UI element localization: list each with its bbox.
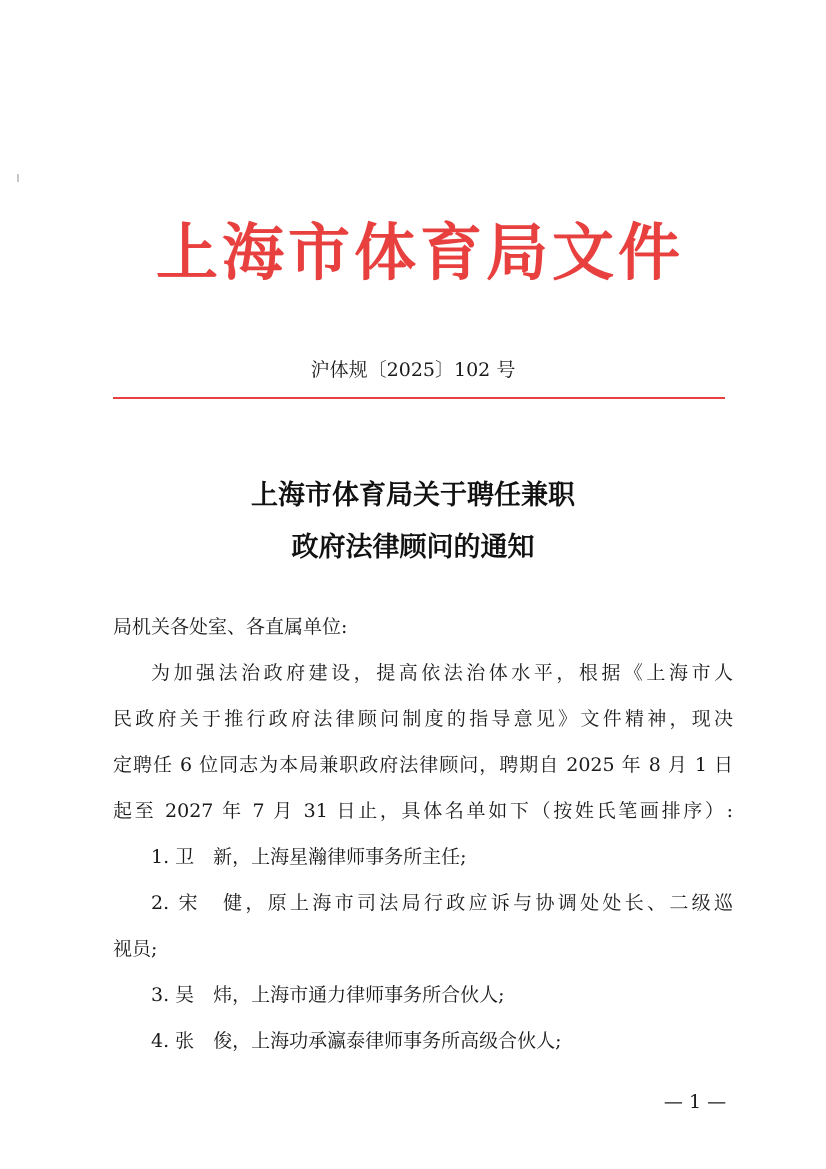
paragraph-line: 为加强法治政府建设，提高依法治体水平，根据《上海市人: [151, 662, 733, 684]
list-item: 2. 宋 健，原上海市司法局行政应诉与协调处处长、二级巡: [151, 892, 733, 914]
paragraph-line: 起至 2027 年 7 月 31 日止，具体名单如下（按姓氏笔画排序）:: [113, 800, 733, 822]
list-item-continuation: 视员;: [113, 938, 158, 960]
document-title: [0, 470, 826, 574]
list-item: 4. 张 俊，上海功承瀛泰律师事务所高级合伙人;: [151, 1030, 562, 1052]
document-number: 沪体规〔2025〕102 号: [310, 359, 516, 381]
list-item: 3. 吴 炜，上海市通力律师事务所合伙人;: [151, 984, 505, 1006]
document-body: [113, 604, 733, 1064]
page-number: — 1 —: [663, 1091, 727, 1113]
paragraph-line: 民政府关于推行政府法律顾问制度的指导意见》文件精神，现决: [113, 708, 733, 730]
scan-mark: [17, 174, 19, 182]
paragraph-line: 定聘任 6 位同志为本局兼职政府法律顾问，聘期自 2025 年 8 月 1 日: [113, 754, 733, 776]
masthead: 上海市体育局文件: [155, 216, 684, 289]
salutation: 局机关各处室、各直属单位:: [113, 616, 348, 638]
list-item: 1. 卫 新，上海星瀚律师事务所主任;: [151, 846, 467, 868]
red-divider: [113, 397, 725, 399]
title-line-1: 上海市体育局关于聘任兼职: [251, 480, 575, 511]
title-line-2: 政府法律顾问的通知: [291, 532, 535, 563]
